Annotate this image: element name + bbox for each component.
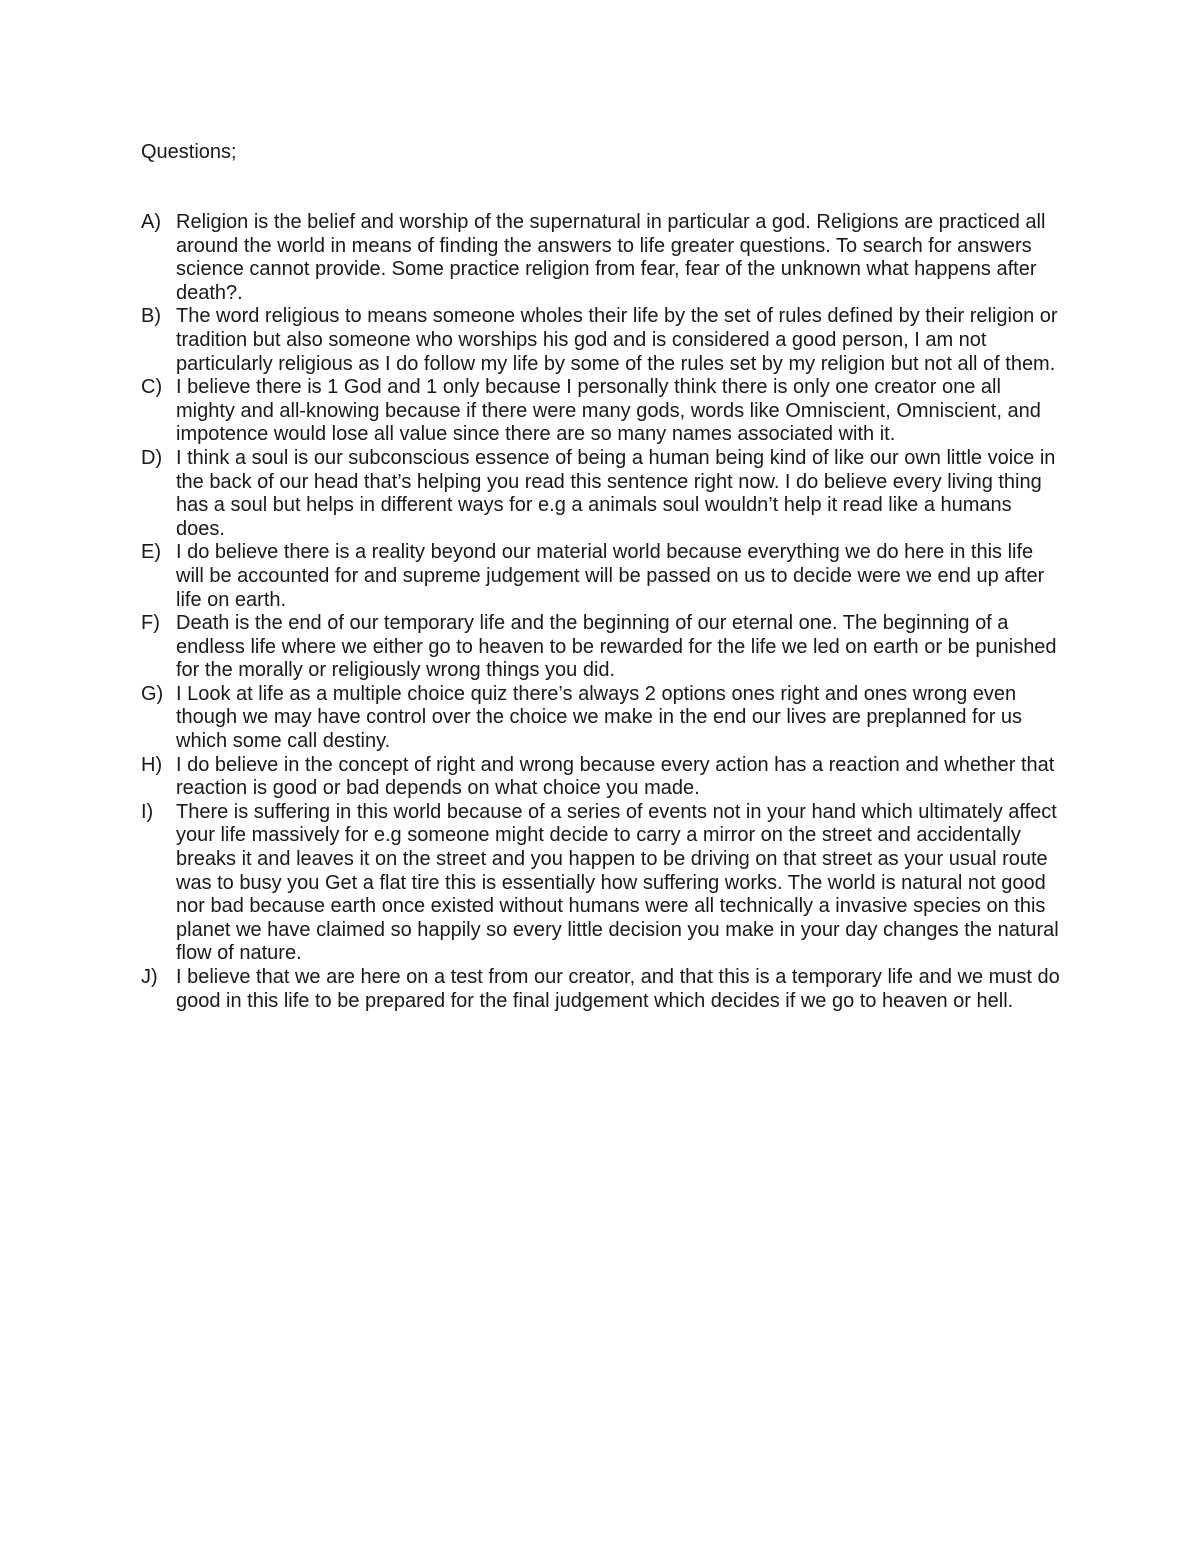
- answer-item-c: [141, 376, 1061, 447]
- answer-text: Religion is the belief and worship of the supernatural in particular a god. Religions are practiced all around the world in means of finding the answers to life greater questions. To search for answers science cannot provide. Some practice religion from fear, fear of the unknown what happens after death?.: [176, 211, 1046, 304]
- answer-marker: E): [141, 541, 161, 564]
- answer-item-j: [141, 966, 1061, 1013]
- answer-marker: J): [141, 966, 158, 988]
- answer-marker: B): [141, 305, 161, 328]
- answer-marker: F): [141, 612, 160, 635]
- answer-marker: D): [141, 446, 163, 469]
- answer-item-a: [141, 211, 1061, 305]
- answer-item-f: [141, 612, 1061, 683]
- answer-item-i: [141, 801, 1061, 966]
- answer-item-g: [141, 683, 1061, 754]
- answer-item-h: [141, 754, 1061, 801]
- answer-item-e: [141, 541, 1061, 612]
- answer-text: I believe there is 1 God and 1 only because I personally think there is only one creator one all mighty and all-knowing because if there were many gods, words like Omniscient, Omniscient, and impotence would lose all value since there are so many names associated with it.: [176, 376, 1041, 446]
- answer-marker: A): [141, 211, 161, 233]
- answer-marker: H): [141, 753, 163, 776]
- document-heading: Questions;: [141, 141, 237, 163]
- answer-marker: G): [141, 682, 164, 705]
- answer-item-b: [141, 305, 1061, 376]
- answer-marker: I): [141, 800, 154, 823]
- answer-text: There is suffering in this world because of a series of events not in your hand which ultimately affect your life massively for e.g someone might decide to carry a mirror on the street and accidentally breaks it and leaves it on the street and you happen to be driving on that street as your usual route was to busy you Get a flat tire this is essentially how suffering works. The world is natural not good nor bad because earth once existed without humans were all technically a invasive species on this planet we have claimed so happily so every little decision you make in your day changes the natural flow of nature.: [176, 800, 1059, 965]
- answer-text: I believe that we are here on a test from our creator, and that this is a temporary life and we must do good in this life to be prepared for the final judgement which decides if we go to heaven or hell.: [176, 966, 1060, 1012]
- answer-list: [141, 211, 1061, 1013]
- answer-item-d: [141, 447, 1061, 541]
- answer-text: The word religious to means someone wholes their life by the set of rules defined by their religion or tradition but also someone who worships his god and is considered a good person, I am not particularly religious as I do follow my life by some of the rules set by my religion but not all of them.: [176, 305, 1058, 375]
- answer-text: I think a soul is our subconscious essence of being a human being kind of like our own little voice in the back of our head that’s helping you read this sentence right now. I do believe every living thing has a soul but helps in different ways for e.g a animals soul wouldn’t help it read like a humans does.: [176, 446, 1056, 540]
- answer-text: Death is the end of our temporary life and the beginning of our eternal one. The beginning of a endless life where we either go to heaven to be rewarded for the life we led on earth or be punished for the morally or religiously wrong things you did.: [176, 612, 1057, 682]
- answer-text: I Look at life as a multiple choice quiz there’s always 2 options ones right and ones wrong even though we may have control over the choice we make in the end our lives are preplanned for us which some call destiny.: [176, 682, 1023, 753]
- answer-text: I do believe in the concept of right and wrong because every action has a reaction and whether that reaction is good or bad depends on what choice you made.: [176, 753, 1055, 800]
- answer-text: I do believe there is a reality beyond our material world because everything we do here in this life will be accounted for and supreme judgement will be passed on us to decide were we end up after life on earth.: [176, 541, 1045, 611]
- answer-marker: C): [141, 376, 163, 399]
